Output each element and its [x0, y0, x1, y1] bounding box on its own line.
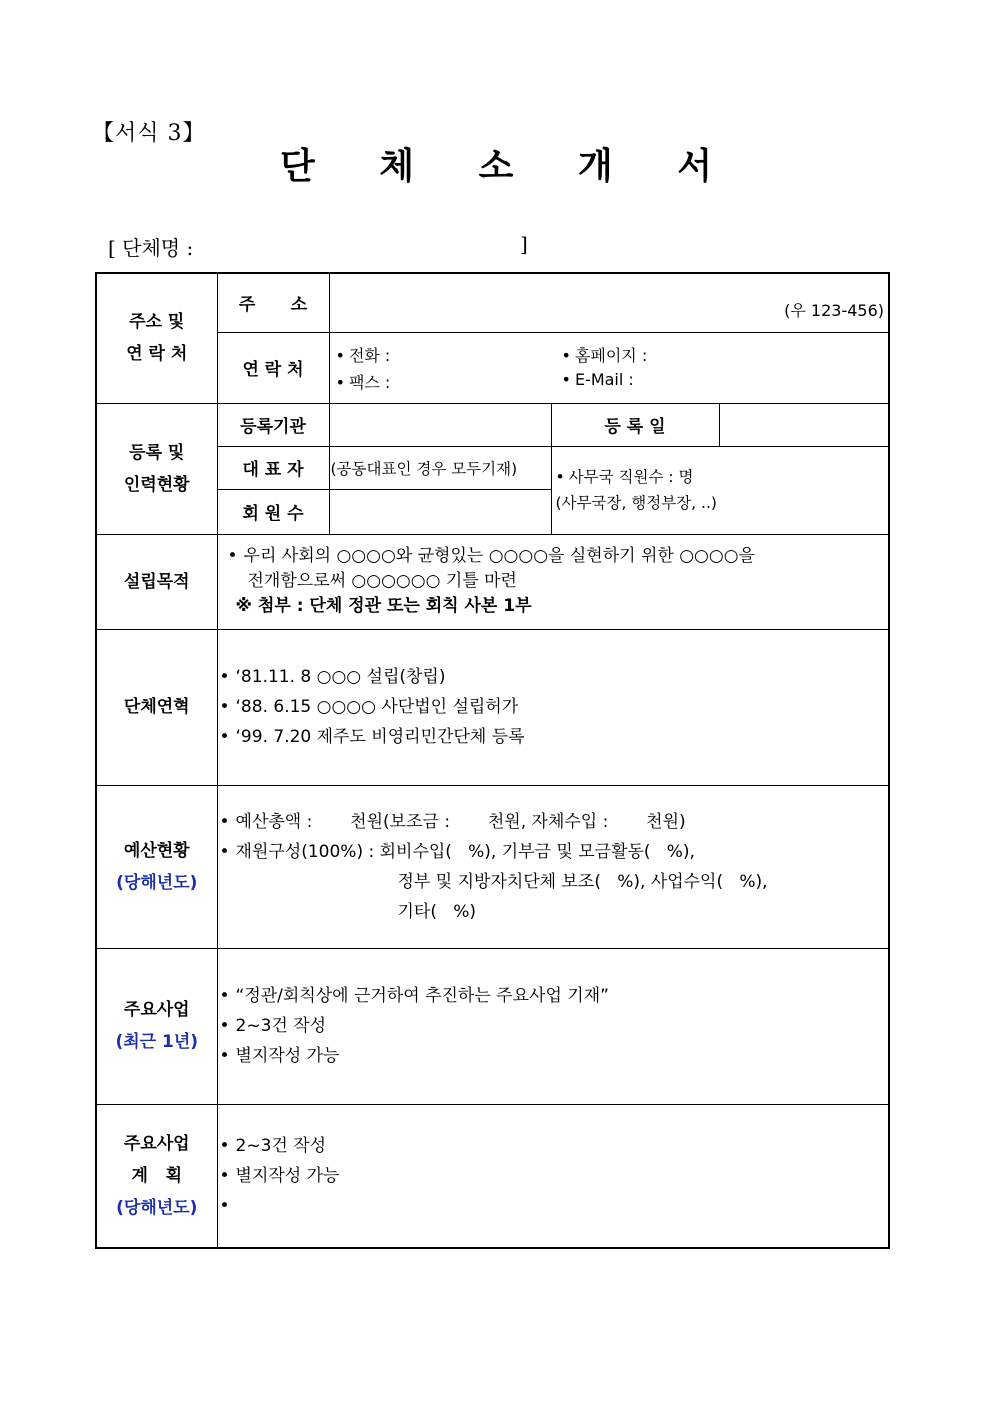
purpose-line-1: • 우리 사회의 ○○○○와 균형있는 ○○○○을 실현하기 위한 ○○○○을: [228, 544, 885, 569]
members-label: 회 원 수: [217, 489, 329, 534]
address-section-label: [96, 273, 217, 403]
address-section-label-1: 주소 및: [129, 312, 185, 333]
address-label-text: 주 소: [238, 295, 308, 315]
representative-label: 대 표 자: [217, 446, 329, 489]
org-name-line: [108, 232, 538, 261]
budget-composition: • 재원구성(100%) : 회비수입( %), 기부금 및 모금활동( %),: [220, 837, 885, 867]
budget-section-sublabel: (당해년도): [116, 872, 198, 893]
budget-composition-cont: 정부 및 지방자치단체 보조( %), 사업수익( %),: [397, 871, 768, 892]
plans-field[interactable]: [217, 1104, 889, 1248]
purpose-field[interactable]: [217, 534, 889, 629]
representative-note: (공동대표인 경우 모두기재): [330, 459, 518, 478]
agency-label: 등록기관: [217, 403, 329, 446]
budget-field[interactable]: [217, 785, 889, 948]
address-label: [217, 273, 329, 332]
history-field[interactable]: [217, 629, 889, 785]
contact-label: 연 락 처: [217, 332, 329, 403]
phone-field[interactable]: • 전화 :: [336, 343, 562, 366]
plan-item: • 별지작성 가능: [220, 1161, 885, 1191]
address-section-label-2: 연 락 처: [126, 344, 188, 365]
project-item: • 2~3건 작성: [220, 1011, 885, 1041]
postcode: (우 123-456): [784, 301, 885, 321]
contact-field[interactable]: [329, 332, 889, 403]
form-number: 【서식 3】: [92, 121, 206, 146]
history-section-label: 단체연혁: [96, 629, 217, 785]
project-item: • “정관/회칙상에 근거하여 추진하는 주요사업 기재”: [220, 981, 885, 1011]
email-field[interactable]: • E-Mail :: [562, 370, 885, 393]
purpose-attachment: ※ 첨부 : 단체 정관 또는 회칙 사본 1부: [235, 596, 532, 616]
registration-section-label-1: 등록 및: [129, 442, 185, 463]
homepage-field[interactable]: • 홈페이지 :: [562, 343, 885, 366]
budget-total: • 예산총액 : 천원(보조금 : 천원, 자체수입 : 천원): [220, 807, 885, 837]
address-field[interactable]: [329, 273, 889, 332]
plans-section-label-2: 계 획: [131, 1165, 183, 1186]
budget-section-label-main: 예산현황: [123, 840, 190, 861]
plans-section-sublabel: (당해년도): [116, 1197, 198, 1218]
registration-section-label-2: 인력현황: [123, 474, 190, 495]
plans-section-label: [96, 1104, 217, 1248]
org-intro-table: [95, 272, 890, 1249]
projects-section-label: [96, 948, 217, 1104]
fax-field[interactable]: • 팩스 :: [336, 370, 562, 393]
purpose-section-label: 설립목적: [96, 534, 217, 629]
org-name-close: ]: [520, 232, 528, 256]
project-item: • 별지작성 가능: [220, 1041, 885, 1071]
representative-field[interactable]: [329, 446, 551, 489]
agency-field[interactable]: [329, 403, 551, 446]
budget-section-label: [96, 785, 217, 948]
projects-section-sublabel: (최근 1년): [115, 1032, 199, 1052]
history-item: • ‘99. 7.20 제주도 비영리민간단체 등록: [220, 722, 885, 752]
staff-note: (사무국장, 행정부장, ..): [555, 494, 717, 512]
org-name-label: [ 단체명 :: [108, 236, 194, 260]
document-title: 단 체 소 개 서: [279, 145, 738, 187]
registration-section-label: [96, 403, 217, 534]
registration-date-label: 등 록 일: [551, 403, 719, 446]
budget-composition-other: 기타( %): [397, 901, 476, 922]
registration-date-field[interactable]: [719, 403, 889, 446]
projects-section-label-main: 주요사업: [123, 1000, 190, 1020]
history-item: • ‘88. 6.15 ○○○○ 사단법인 설립허가: [220, 692, 885, 722]
purpose-line-2: 전개함으로써 ○○○○○○ 기틀 마련: [247, 571, 517, 591]
plan-item: • 2~3건 작성: [220, 1131, 885, 1161]
plans-section-label-1: 주요사업: [123, 1133, 190, 1154]
plan-item: [220, 1191, 885, 1221]
staff-field[interactable]: [551, 446, 889, 534]
history-item: • ‘81.11. 8 ○○○ 설립(창립): [220, 662, 885, 692]
projects-field[interactable]: [217, 948, 889, 1104]
members-field[interactable]: [329, 489, 551, 534]
staff-count: • 사무국 직원수 : 명: [556, 464, 885, 490]
